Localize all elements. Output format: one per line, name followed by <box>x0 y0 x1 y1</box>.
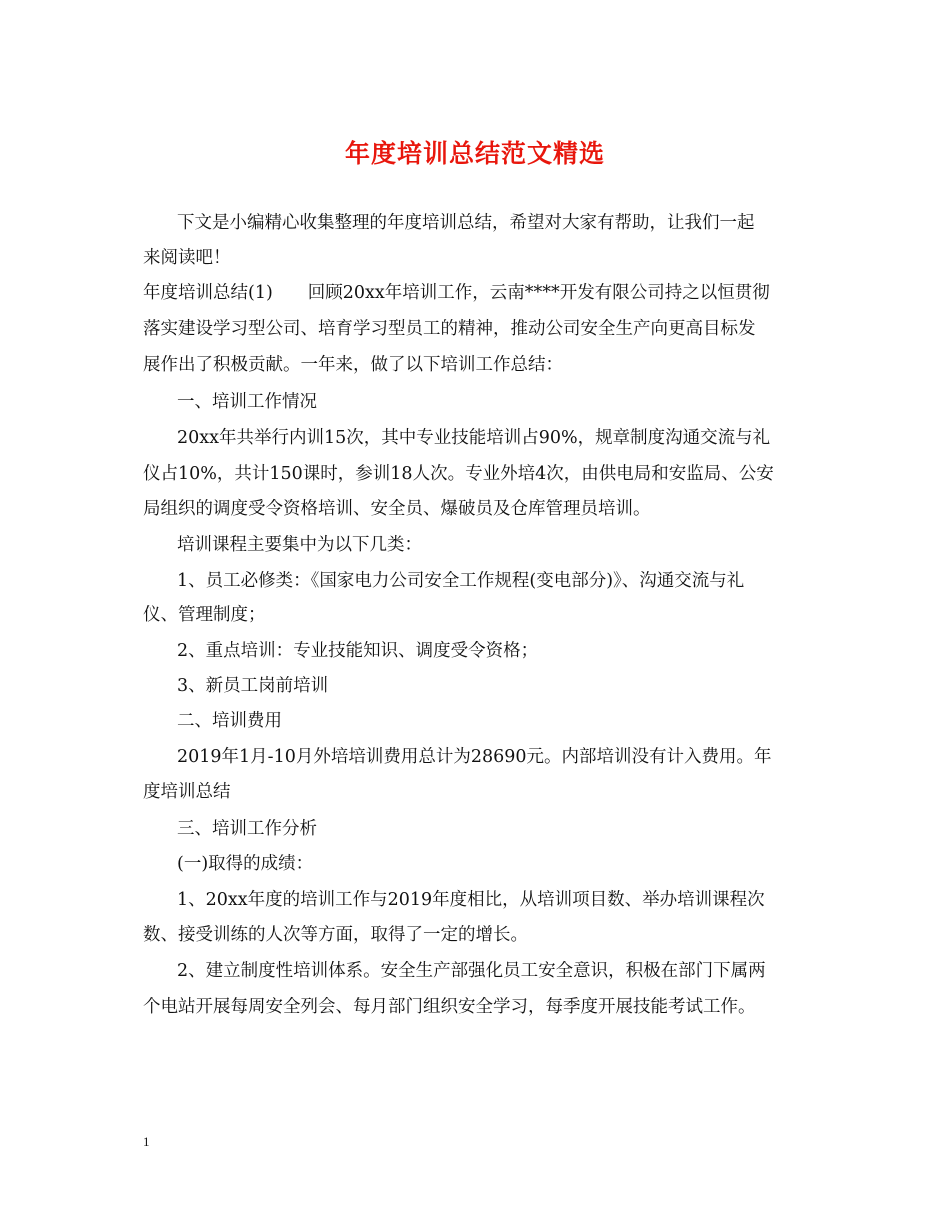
paragraph-line: 局组织的调度受令资格培训、安全员、爆破员及仓库管理员培训。 <box>143 499 651 519</box>
page-number: 1 <box>143 1134 150 1149</box>
subsection-heading: (一)取得的成绩： <box>177 854 314 874</box>
section-heading: 二、培训费用 <box>177 711 282 731</box>
paragraph-line: 年度培训总结(1) 回顾20xx年培训工作，云南****开发有限公司持之以恒贯彻 <box>143 283 770 303</box>
list-item: 仪、管理制度； <box>143 605 266 625</box>
paragraph-line: 展作出了积极贡献。一年来，做了以下培训工作总结： <box>143 355 563 375</box>
list-item: 3、新员工岗前培训 <box>177 676 329 696</box>
document-title: 年度培训总结范文精选 <box>344 139 605 168</box>
paragraph-line: 培训课程主要集中为以下几类： <box>177 535 422 555</box>
section-heading: 三、培训工作分析 <box>177 819 317 839</box>
list-item: 2、建立制度性培训体系。安全生产部强化员工安全意识，积极在部门下属两 <box>177 961 766 981</box>
list-item: 1、员工必修类：《国家电力公司安全工作规程(变电部分)》、沟通交流与礼 <box>177 571 745 591</box>
paragraph-line: 仪占10%，共计150课时，参训18人次。专业外培4次，由供电局和安监局、公安 <box>143 464 774 484</box>
paragraph-line: 20xx年共举行内训15次，其中专业技能培训占90%，规章制度沟通交流与礼 <box>177 428 771 448</box>
list-item: 1、20xx年度的培训工作与2019年度相比，从培训项目数、举办培训课程次 <box>177 890 765 910</box>
list-item: 2、重点培训：专业技能知识、调度受令资格； <box>177 641 539 661</box>
list-item: 个电站开展每周安全列会、每月部门组织安全学习，每季度开展技能考试工作。 <box>143 997 756 1017</box>
list-item: 数、接受训练的人次等方面，取得了一定的增长。 <box>143 925 528 945</box>
paragraph-line: 落实建设学习型公司、培育学习型员工的精神，推动公司安全生产向更高目标发 <box>143 319 756 339</box>
paragraph-line: 来阅读吧！ <box>143 248 231 268</box>
section-heading: 一、培训工作情况 <box>177 392 317 412</box>
paragraph-line: 2019年1月-10月外培培训费用总计为28690元。内部培训没有计入费用。年 <box>177 747 772 767</box>
paragraph-line: 度培训总结 <box>143 782 231 802</box>
paragraph-line: 下文是小编精心收集整理的年度培训总结，希望对大家有帮助，让我们一起 <box>177 213 755 233</box>
